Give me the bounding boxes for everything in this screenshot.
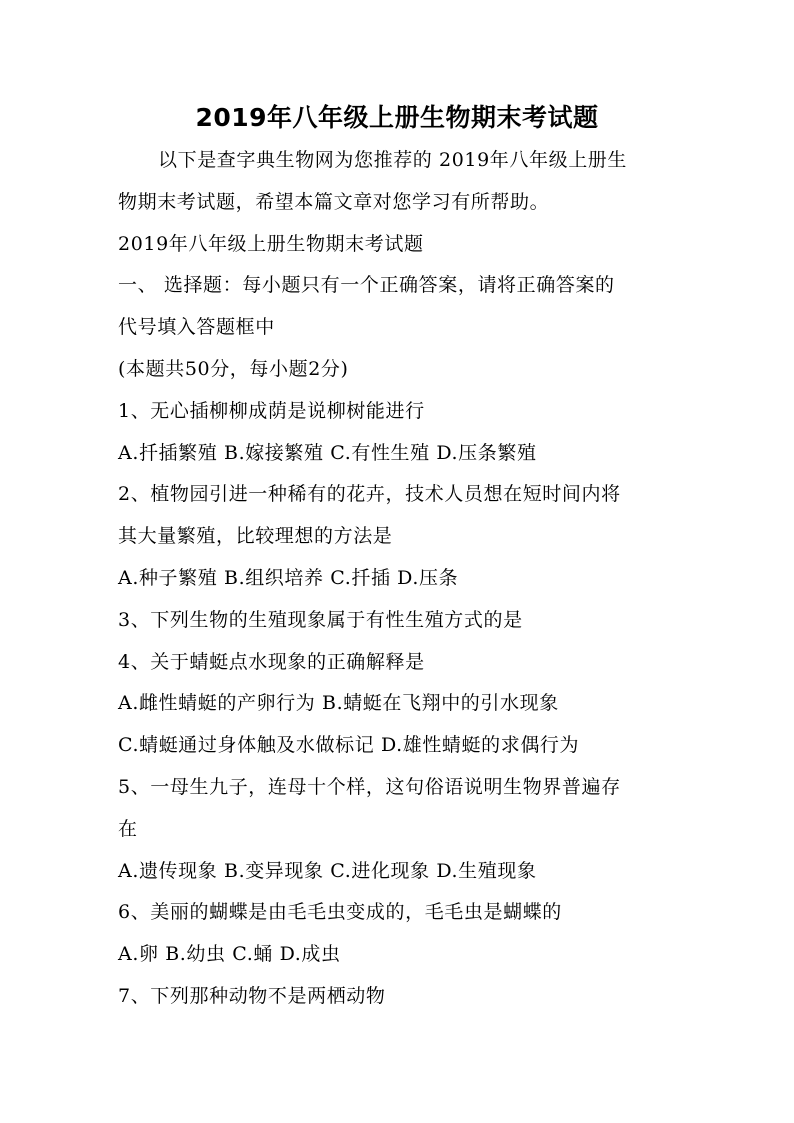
question-line: 4、关于蜻蜓点水现象的正确解释是 <box>118 650 425 673</box>
intro-line: 物期末考试题，希望本篇文章对您学习有所帮助。 <box>118 190 550 213</box>
question-line: 7、下列那种动物不是两栖动物 <box>118 984 386 1007</box>
question-line: 6、美丽的蝴蝶是由毛毛虫变成的，毛毛虫是蝴蝶的 <box>118 901 562 924</box>
question-line: 在 <box>118 817 138 840</box>
options-line: C.蜻蜓通过身体触及水做标记 D.雄性蜻蜓的求偶行为 <box>118 734 580 757</box>
options-line: A.扦插繁殖 B.嫁接繁殖 C.有性生殖 D.压条繁殖 <box>118 441 537 464</box>
options-line: A.卵 B.幼虫 C.蛹 D.成虫 <box>118 943 341 966</box>
intro-line: 以下是查字典生物网为您推荐的 2019年八年级上册生 <box>158 149 627 171</box>
document-title: 2019年八年级上册生物期末考试题 <box>195 103 599 132</box>
options-line: A.遗传现象 B.变异现象 C.进化现象 D.生殖现象 <box>118 859 537 882</box>
question-line: 5、一母生九子，连母十个样，这句俗语说明生物界普遍存 <box>118 775 621 798</box>
question-line: 1、无心插柳柳成荫是说柳树能进行 <box>118 399 425 422</box>
instruction-line: 代号填入答题框中 <box>118 316 275 339</box>
question-line: 2、植物园引进一种稀有的花卉，技术人员想在短时间内将 <box>118 483 621 506</box>
options-line: A.雌性蜻蜓的产卵行为 B.蜻蜓在飞翔中的引水现象 <box>118 692 559 715</box>
question-line: 3、下列生物的生殖现象属于有性生殖方式的是 <box>118 608 523 631</box>
score-note: (本题共50分，每小题2分) <box>118 357 349 380</box>
options-line: A.种子繁殖 B.组织培养 C.扦插 D.压条 <box>118 566 459 589</box>
question-line: 其大量繁殖，比较理想的方法是 <box>118 525 393 548</box>
instruction-line: 一、 选择题：每小题只有一个正确答案，请将正确答案的 <box>118 274 615 297</box>
document-body <box>118 140 678 1018</box>
section-heading: 2019年八年级上册生物期末考试题 <box>118 232 424 255</box>
